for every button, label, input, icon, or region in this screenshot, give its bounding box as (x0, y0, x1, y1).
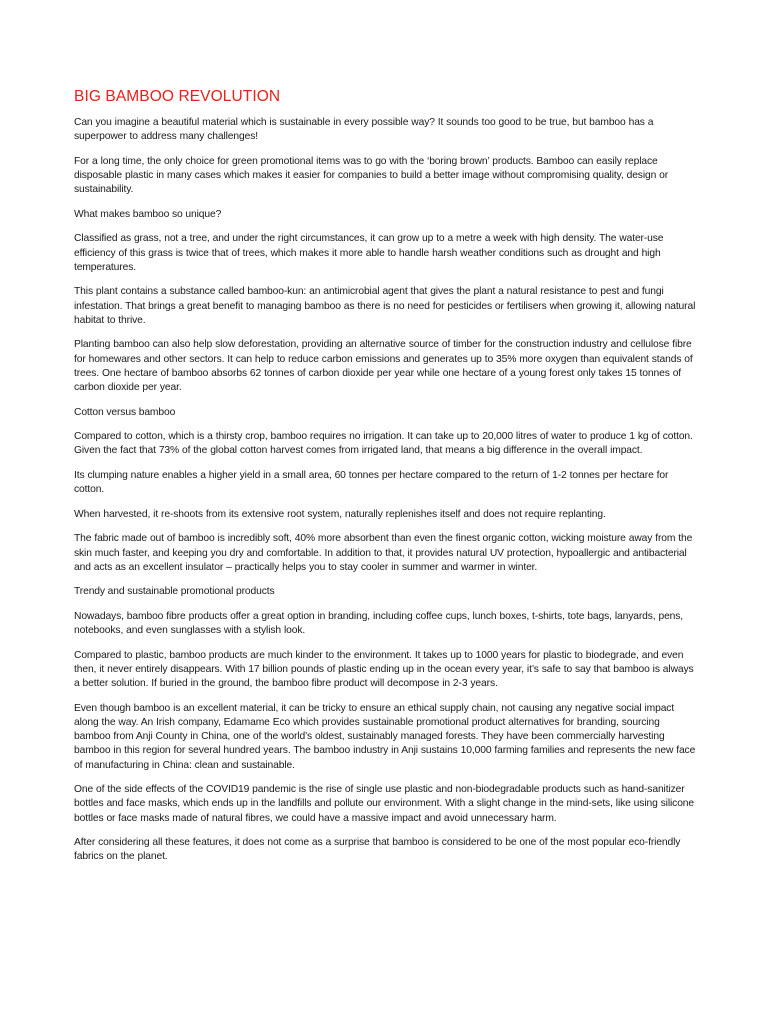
paragraph-bamboo-kun: This plant contains a substance called bamboo-kun: an antimicrobial agent that gives the plant a natural resistance to pest and fungi infestation. That brings a great benefit to managing bamboo as there is no need for pesticides or fertilisers when growing it, allowing natural habitat to thrive. (74, 286, 696, 326)
paragraph-branding: Nowadays, bamboo fibre products offer a great option in branding, including coffee cups, lunch boxes, t-shirts, tote bags, lanyards, pens, notebooks, and even sunglasses with a stylish look. (74, 610, 684, 637)
paragraph-fabric: The fabric made out of bamboo is incredibly soft, 40% more absorbent than even the finest organic cotton, wicking moisture away from the skin much faster, and keeping you dry and comfortable. In addition to that, it provides natural UV protection, hypoallergic and antibacterial and acts as an excellent insulator – practically helps you to stay cooler in summer and warmer in winter. (74, 533, 693, 573)
section-heading-trendy: Trendy and sustainable promotional products (74, 586, 275, 598)
paragraph-yield: Its clumping nature enables a higher yield in a small area, 60 tonnes per hectare compared to the return of 1-2 tonnes per hectare for cotton. (74, 469, 669, 496)
paragraph-green-promo: For a long time, the only choice for green promotional items was to go with the ‘boring brown’ products. Bamboo can easily replace disposable plastic in many cases which makes it easier for companies to build a better image without compromising quality, design or sustainability. (74, 155, 669, 196)
section-heading-cotton: Cotton versus bamboo (74, 406, 176, 418)
paragraph-intro: Can you imagine a beautiful material which is sustainable in every possible way? It sounds too good to be true, but bamboo has a superpower to address many challenges! (74, 117, 654, 143)
paragraph-deforestation: Planting bamboo can also help slow deforestation, providing an alternative source of timber for the construction industry and cellulose fibre for homewares and other sectors. It can help to reduce carbon emissions and generates up to 35% more oxygen than equivalent stands of trees. One hectare of bamboo absorbs 62 tonnes of carbon dioxide per year while one hectare of a young forest only takes 15 tonnes of carbon dioxide per year. (74, 339, 693, 393)
section-heading-unique: What makes bamboo so unique? (74, 208, 222, 220)
paragraph-plastic: Compared to plastic, bamboo products are much kinder to the environment. It takes up to 1000 years for plastic to biodegrade, and even then, it never entirely disappears. With 17 billion pounds of plastic ending up in the ocean every year, it’s safe to say that bamboo is always a better solution. If buried in the ground, the bamboo fibre product will decompose in 2-3 years. (74, 649, 694, 690)
document-title: BIG BAMBOO REVOLUTION (74, 88, 281, 105)
paragraph-covid: One of the side effects of the COVID19 pandemic is the rise of single use plastic and non-biodegradable products such as hand-sanitizer bottles and face masks, which ends up in the landfills and pollute our environment. With a slight change in the mind-sets, like using silicone bottles or face masks made of natural fibres, we could have a massive impact and avoid unnecessary harm. (74, 784, 695, 824)
document-body (74, 87, 698, 875)
paragraph-supply-chain: Even though bamboo is an excellent material, it can be tricky to ensure an ethical supply chain, not causing any negative social impact along the way. An Irish company, Edamame Eco which provides sustainable promotional product alternatives for branding, sourcing bamboo from Anji County in China, one of the world’s oldest, sustainably managed forests. They have been commercially harvesting bamboo in this region for several hundred years. The bamboo industry in Anji sustains 10,000 farming families and represents the new face of manufacturing in China: clean and sustainable. (74, 702, 696, 771)
paragraph-irrigation: Compared to cotton, which is a thirsty crop, bamboo requires no irrigation. It can take up to 20,000 litres of water to produce 1 kg of cotton. Given the fact that 73% of the global cotton harvest comes from irrigated land, that means a big difference in the overall impact. (74, 431, 693, 457)
paragraph-conclusion: After considering all these features, it does not come as a surprise that bamboo is considered to be one of the most popular eco-friendly fabrics on the planet. (74, 837, 681, 863)
paragraph-reshoots: When harvested, it re-shoots from its extensive root system, naturally replenishes itself and does not require replanting. (74, 508, 606, 520)
paragraph-grass: Classified as grass, not a tree, and under the right circumstances, it can grow up to a metre a week with high density. The water-use efficiency of this grass is twice that of trees, which makes it more able to handle harsh weather conditions such as drought and high temperatures. (74, 233, 664, 273)
